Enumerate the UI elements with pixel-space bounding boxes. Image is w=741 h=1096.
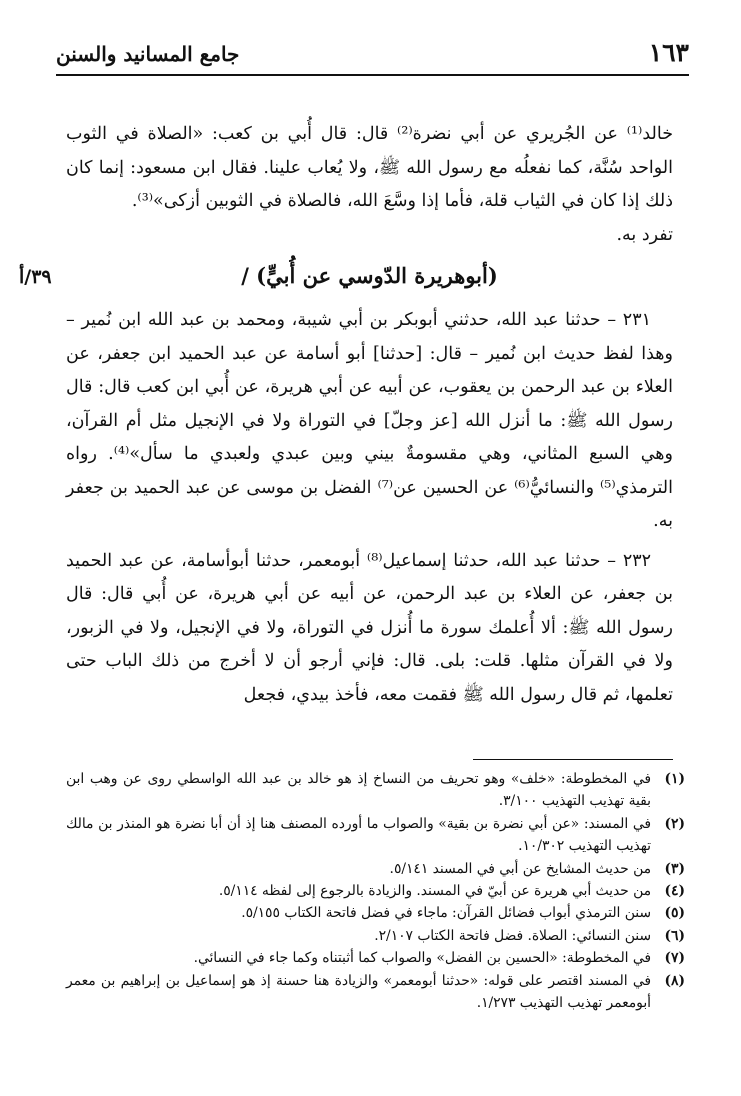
footnote-text: في المخطوطة: «خلف» وهو تحريف من النساخ إذ هو خالد بن عبد الله الواسطي روى عن وهب ابن بقية تهذيب التهذيب ٣/١٠٠.	[66, 771, 651, 810]
footnote-text: في المسند اقتصر على قوله: «حدثنا أبومعمر» والزيادة هنا حسنة إذ هو إسماعيل بن إبراهيم بن معمر أبومعمر تهذيب التهذيب ١/٢٧٣.	[66, 972, 651, 1012]
footnote-number: (٣)	[664, 860, 685, 877]
footnote-number: (٥)	[664, 905, 685, 922]
section-line	[19, 252, 673, 304]
paragraph-tafarrud: تفرد به.	[616, 224, 673, 245]
footnote	[66, 768, 685, 813]
footnote-text: سنن النسائي: الصلاة. فضل فاتحة الكتاب ٢/١٠٧.	[374, 927, 651, 944]
footnote	[66, 813, 685, 858]
hadith-232-text: ٢٣٢ – حدثنا عبد الله، حدثنا إسماعيل⁽⁸⁾ أبومعمر، حدثنا أبوأسامة، عن عبد الحميد بن جعفر، عن العلاء بن عبد الرحمن، عن أبيه عن أبي هريرة، عن أُبي قال: قال رسول الله ﷺ: ألا أُعلمك سورة ما أُنزل في التوراة، ولا في الإنجيل، ولا في الزبور، ولا في القرآن مثلها. قلت: بلى. قال: فإني أرجو أن لا أخرج من ذلك الباب حتى تعلمها، ثم قال رسول الله ﷺ فقمت معه، فأخذ بيدي، فجعل	[66, 550, 673, 705]
hadith-231	[66, 304, 673, 539]
footnote-text: سنن الترمذي أبواب فضائل القرآن: ماجاء في فضل فاتحة الكتاب ٥/١٥٥.	[241, 905, 651, 922]
footnote	[66, 880, 685, 902]
footnote-number: (٨)	[664, 972, 685, 989]
hadith-232	[66, 545, 673, 713]
footnote-number: (٢)	[664, 815, 685, 832]
footnote-text: في المخطوطة: «الحسين بن الفضل» والصواب كما أثبتناه وكما جاء في النسائي.	[193, 950, 651, 967]
running-title: جامع المسانيد والسنن	[56, 42, 240, 66]
footnote	[66, 947, 685, 969]
footnote	[66, 925, 685, 947]
footnote	[66, 858, 685, 880]
footnote-text: من حديث المشايخ عن أبي في المسند ٥/١٤١.	[389, 860, 651, 877]
footnote-number: (١)	[664, 771, 685, 787]
footnote-text: من حديث أبي هريرة عن أبيّ في المسند. والزيادة بالرجوع إلى لفظه ٥/١١٤.	[218, 883, 651, 900]
footnote-divider	[473, 759, 673, 760]
hadith-231-text: ٢٣١ – حدثنا عبد الله، حدثني أبوبكر بن أبي شيبة، ومحمد بن عبد الله ابن نُمير – وهذا لفظ حديث ابن نُمير – قال: [حدثنا] أبو أسامة عن عبد الحميد ابن جعفر، عن العلاء بن عبد الرحمن بن يعقوب، عن أبيه عن أبي هريرة، عن أُبي ابن كعب قال: قال رسول الله ﷺ: ما أنزل الله [عز وجلّ] في التوراة ولا في الإنجيل مثل أم القرآن، وهي السبع المثاني، وهي مقسومةٌ بيني وبين عبدي ولعبدي ما سأل»⁽⁴⁾. رواه الترمذي⁽⁵⁾ والنسائيُّ⁽⁶⁾ عن الحسين عن⁽⁷⁾ الفضل بن موسى عن عبد الحميد بن جعفر به.	[66, 310, 673, 531]
paragraph-hadith-230-end: خالد⁽¹⁾ عن الجُريري عن أبي نضرة⁽²⁾ قال: قال أُبي بن كعب: «الصلاة في الثوب الواحد سُنَّة، كما نفعلُه مع رسول الله ﷺ، ولا يُعاب علينا. فقال ابن مسعود: إنما كان ذلك إذا كان في الثياب قلة، فأما إذا وسَّعَ الله، فالصلاة في الثوبين أزكى»⁽³⁾.	[66, 124, 674, 211]
footnote	[66, 970, 685, 1015]
footnote-number: (٤)	[664, 883, 685, 900]
footnotes	[66, 768, 685, 1014]
footnote-number: (٦)	[664, 927, 685, 944]
footnote-text: في المسند: «عن أبي نضرة بن بقية» والصواب ما أورده المصنف هنا إذ أن أبا نضرة هو المنذر بن مالك تهذيب التهذيب ١٠/٣٠٢.	[66, 815, 651, 855]
running-header	[56, 38, 689, 76]
section-heading: (أبوهريرة الدّوسي عن أُبيٍّ) /	[241, 263, 498, 288]
footnote	[66, 902, 685, 924]
footnote-number: (٧)	[664, 950, 685, 967]
manuscript-folio-mark: ٣٩/أ	[19, 266, 52, 288]
page-number: ١٦٣	[648, 38, 689, 67]
main-text	[19, 118, 674, 712]
